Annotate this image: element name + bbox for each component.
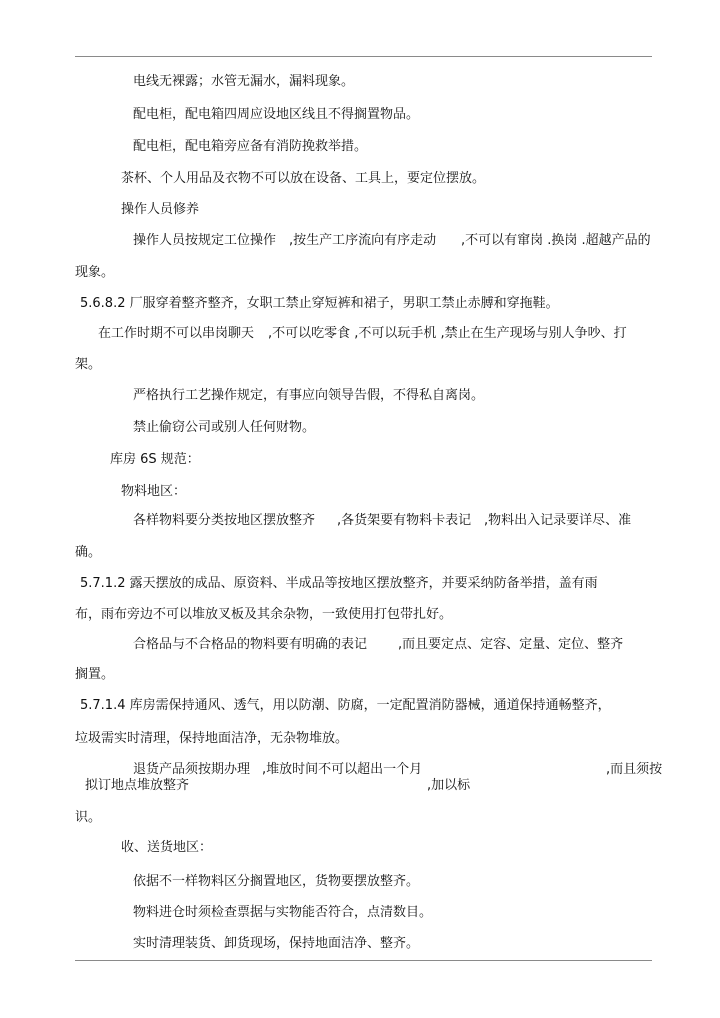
text-line: 搁置。 <box>75 667 115 682</box>
text-line: ,按生产工序流向有序走动 <box>289 233 437 248</box>
text-line: 5.6.8.2 厂服穿着整齐整齐，女职工禁止穿短裤和裙子，男职工禁止赤膊和穿拖鞋。 <box>80 296 559 311</box>
text-line: 识。 <box>75 810 102 825</box>
text-line: ,不可以有窜岗 .换岗 .超越产品的 <box>461 233 651 248</box>
text-line: 操作人员按规定工位操作 <box>133 233 277 248</box>
text-line: 拟订地点堆放整齐 <box>85 778 190 793</box>
text-line: 退货产品须按期办理 <box>133 762 251 777</box>
text-line: 电线无裸露；水管无漏水，漏料现象。 <box>133 74 355 89</box>
text-line: 垃圾需实时清理，保持地面洁净，无杂物堆放。 <box>75 731 349 746</box>
text-line: 各样物料要分类按地区摆放整齐 <box>133 513 316 528</box>
text-line: 禁止偷窃公司或别人任何财物。 <box>133 420 316 435</box>
text-line: 合格品与不合格品的物料要有明确的表记 <box>133 637 368 652</box>
text-line: 茶杯、个人用品及衣物不可以放在设备、工具上，要定位摆放。 <box>121 171 486 186</box>
text-line: 物料进仓时须检查票据与实物能否符合，点清数目。 <box>133 905 433 920</box>
text-line: 5.7.1.2 露天摆放的成品、原资料、半成品等按地区摆放整齐，并要采纳防备举措，盖有雨 <box>80 576 598 591</box>
text-line: ,不可以吃零食 ,不可以玩手机 ,禁止在生产现场与别人争吵、打 <box>268 326 627 341</box>
text-line: 布，雨布旁边不可以堆放叉板及其余杂物，一致使用打包带扎好。 <box>75 607 453 622</box>
text-line: 操作人员修养 <box>121 202 200 217</box>
text-line: 严格执行工艺操作规定，有事应向领导告假，不得私自离岗。 <box>133 388 485 403</box>
text-line: 配电柜，配电箱旁应备有消防挽救举措。 <box>133 139 368 154</box>
text-line: 5.7.1.4 库房需保持通风、透气，用以防潮、防腐，一定配置消防器械，通道保持通畅整齐， <box>80 698 611 713</box>
text-line: ,而且须按 <box>606 762 663 777</box>
footer-rule <box>75 960 652 961</box>
text-line: 物料地区： <box>121 484 187 499</box>
text-line: ,加以标 <box>427 778 471 793</box>
text-line: 架。 <box>75 357 102 372</box>
text-line: 实时清理装货、卸货现场，保持地面洁净、整齐。 <box>133 936 420 951</box>
section-heading: 库房 6S 规范： <box>110 452 200 467</box>
text-line: ,物料出入记录要详尽、准 <box>484 513 632 528</box>
text-line: 依据不一样物料区分搁置地区，货物要摆放整齐。 <box>133 874 420 889</box>
text-line: 确。 <box>75 545 102 560</box>
text-line: ,而且要定点、定容、定量、定位、整齐 <box>398 637 624 652</box>
text-line: 收、送货地区： <box>121 840 213 855</box>
text-line: 在工作时期不可以串岗聊天 <box>98 326 255 341</box>
text-line: ,堆放时间不可以超出一个月 <box>262 762 423 777</box>
text-line: 现象。 <box>75 265 115 280</box>
text-line: ,各货架要有物料卡表记 <box>337 513 472 528</box>
header-rule <box>75 56 652 57</box>
text-line: 配电柜，配电箱四周应设地区线且不得搁置物品。 <box>133 107 420 122</box>
